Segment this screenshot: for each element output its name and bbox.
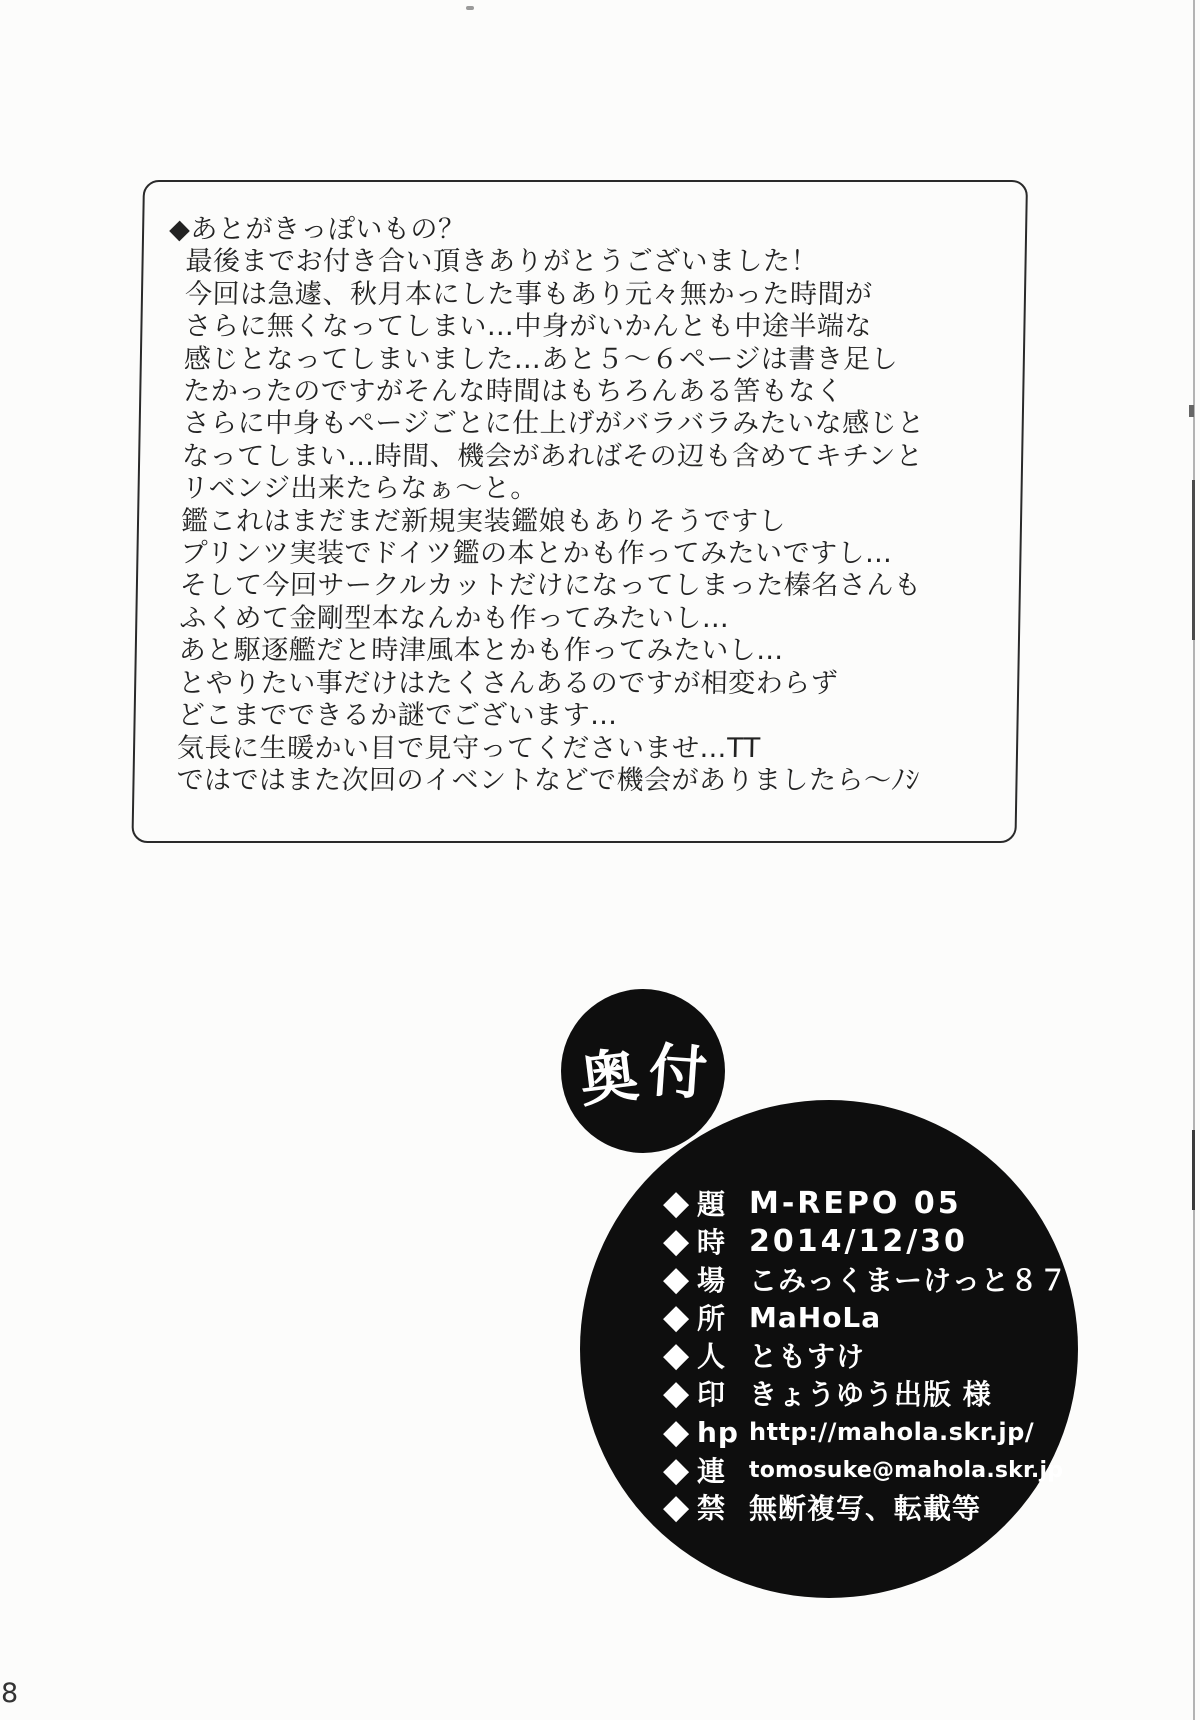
diamond-bullet-icon: ◆ <box>663 1335 690 1375</box>
scan-edge-mark <box>1192 480 1195 640</box>
afterword-line: なってしまい…時間、機会があればその辺も含めてキチンと <box>181 440 924 472</box>
scan-edge-tick <box>1189 405 1194 417</box>
afterword-line: 気長に生暖かい目で見守ってくださいませ…TT <box>176 732 761 764</box>
diamond-bullet-icon: ◆ <box>663 1297 690 1337</box>
diamond-bullet-icon: ◆ <box>663 1221 690 1261</box>
colophon-value: きょうゆう出版 様 <box>749 1378 992 1411</box>
colophon-value: ともすけ <box>749 1340 866 1373</box>
afterword-line: プリンツ実装でドイツ鑑の本とかも作ってみたいですし… <box>180 538 893 570</box>
afterword-line: ではではまた次回のイベントなどで機会がありましたら～ﾉｼ <box>176 764 920 796</box>
colophon-row-homepage <box>663 1413 1034 1451</box>
afterword-line: あと駆逐艦だと時津風本とかも作ってみたいし… <box>178 635 785 667</box>
colophon-row-contact <box>663 1451 1063 1489</box>
colophon-row-date <box>663 1222 968 1260</box>
scan-edge-mark <box>1192 1130 1195 1210</box>
afterword-line: たかったのですがそんな時間はもちろんある筈もなく <box>183 376 844 408</box>
colophon-circle <box>580 1100 1078 1598</box>
scan-speck <box>466 6 474 10</box>
afterword-heading: ◆あとがきっぽいもの？ <box>168 214 466 245</box>
afterword-line: そして今回サークルカットだけになってしまった榛名さんも <box>179 570 922 602</box>
colophon-label: 所 <box>697 1302 727 1335</box>
afterword-line: ふくめて金剛型本なんかも作ってみたいし… <box>179 602 730 634</box>
colophon-label: 場 <box>697 1264 727 1297</box>
afterword-line: 最後までお付き合い頂きありがとうございました！ <box>185 246 819 278</box>
colophon-row-circle-name <box>663 1298 881 1336</box>
diamond-bullet-icon: ◆ <box>663 1412 690 1452</box>
colophon-value: http://mahola.skr.jp/ <box>749 1418 1035 1446</box>
colophon-row-author <box>663 1336 865 1374</box>
colophon-label: 禁 <box>697 1492 727 1525</box>
colophon-label: hp <box>697 1415 739 1449</box>
afterword-line: どこまでできるか謎でございます… <box>177 700 618 732</box>
colophon-value: M-REPO 05 <box>749 1185 962 1221</box>
okuzuke-title-badge <box>561 989 725 1153</box>
page-number: 8 <box>1 1678 19 1709</box>
diamond-bullet-icon: ◆ <box>663 1450 690 1490</box>
afterword-line: 鑑これはまだまだ新規実装鑑娘もありそうですし <box>180 505 787 537</box>
colophon-value: こみっくまーけっと８７ <box>749 1264 1069 1297</box>
afterword-line: さらに中身もページごとに仕上げがバラバラみたいな感じと <box>182 408 925 440</box>
colophon-label: 時 <box>697 1226 727 1259</box>
diamond-bullet-icon: ◆ <box>663 1183 690 1223</box>
afterword-line: 感じとなってしまいました…あと５～６ページは書き足し <box>183 343 899 375</box>
colophon-value: tomosuke@mahola.skr.jp <box>749 1457 1064 1483</box>
colophon-label: 連 <box>697 1455 727 1488</box>
colophon-label: 印 <box>697 1378 727 1411</box>
afterword-line: さらに無くなってしまい…中身がいかんとも中途半端な <box>184 311 873 343</box>
colophon-value: 2014/12/30 <box>749 1223 968 1259</box>
colophon-row-prohibition <box>663 1488 981 1526</box>
colophon-value: MaHoLa <box>749 1300 882 1334</box>
diamond-bullet-icon: ◆ <box>663 1259 690 1299</box>
diamond-bullet-icon: ◆ <box>663 1373 690 1413</box>
colophon-value: 無断複写、転載等 <box>749 1492 982 1525</box>
afterword-line: とやりたい事だけはたくさんあるのですが相変わらず <box>177 667 839 699</box>
afterword-line: リベンジ出来たらなぁ～と。 <box>181 473 539 505</box>
colophon-row-title <box>663 1184 962 1222</box>
diamond-bullet-icon: ◆ <box>663 1487 690 1527</box>
colophon-label: 題 <box>697 1188 727 1221</box>
colophon-label: 人 <box>697 1340 727 1373</box>
okuzuke-char-1: 奥 <box>575 1040 642 1116</box>
okuzuke-char-2: 付 <box>646 1036 710 1108</box>
afterword-box <box>131 180 1028 843</box>
afterword-text <box>159 214 999 797</box>
colophon-row-event <box>663 1260 1068 1298</box>
colophon-row-printer <box>663 1374 992 1412</box>
scan-edge-line <box>1193 0 1195 1720</box>
afterword-line: 今回は急遽、秋月本にした事もあり元々無かった時間が <box>184 278 873 310</box>
